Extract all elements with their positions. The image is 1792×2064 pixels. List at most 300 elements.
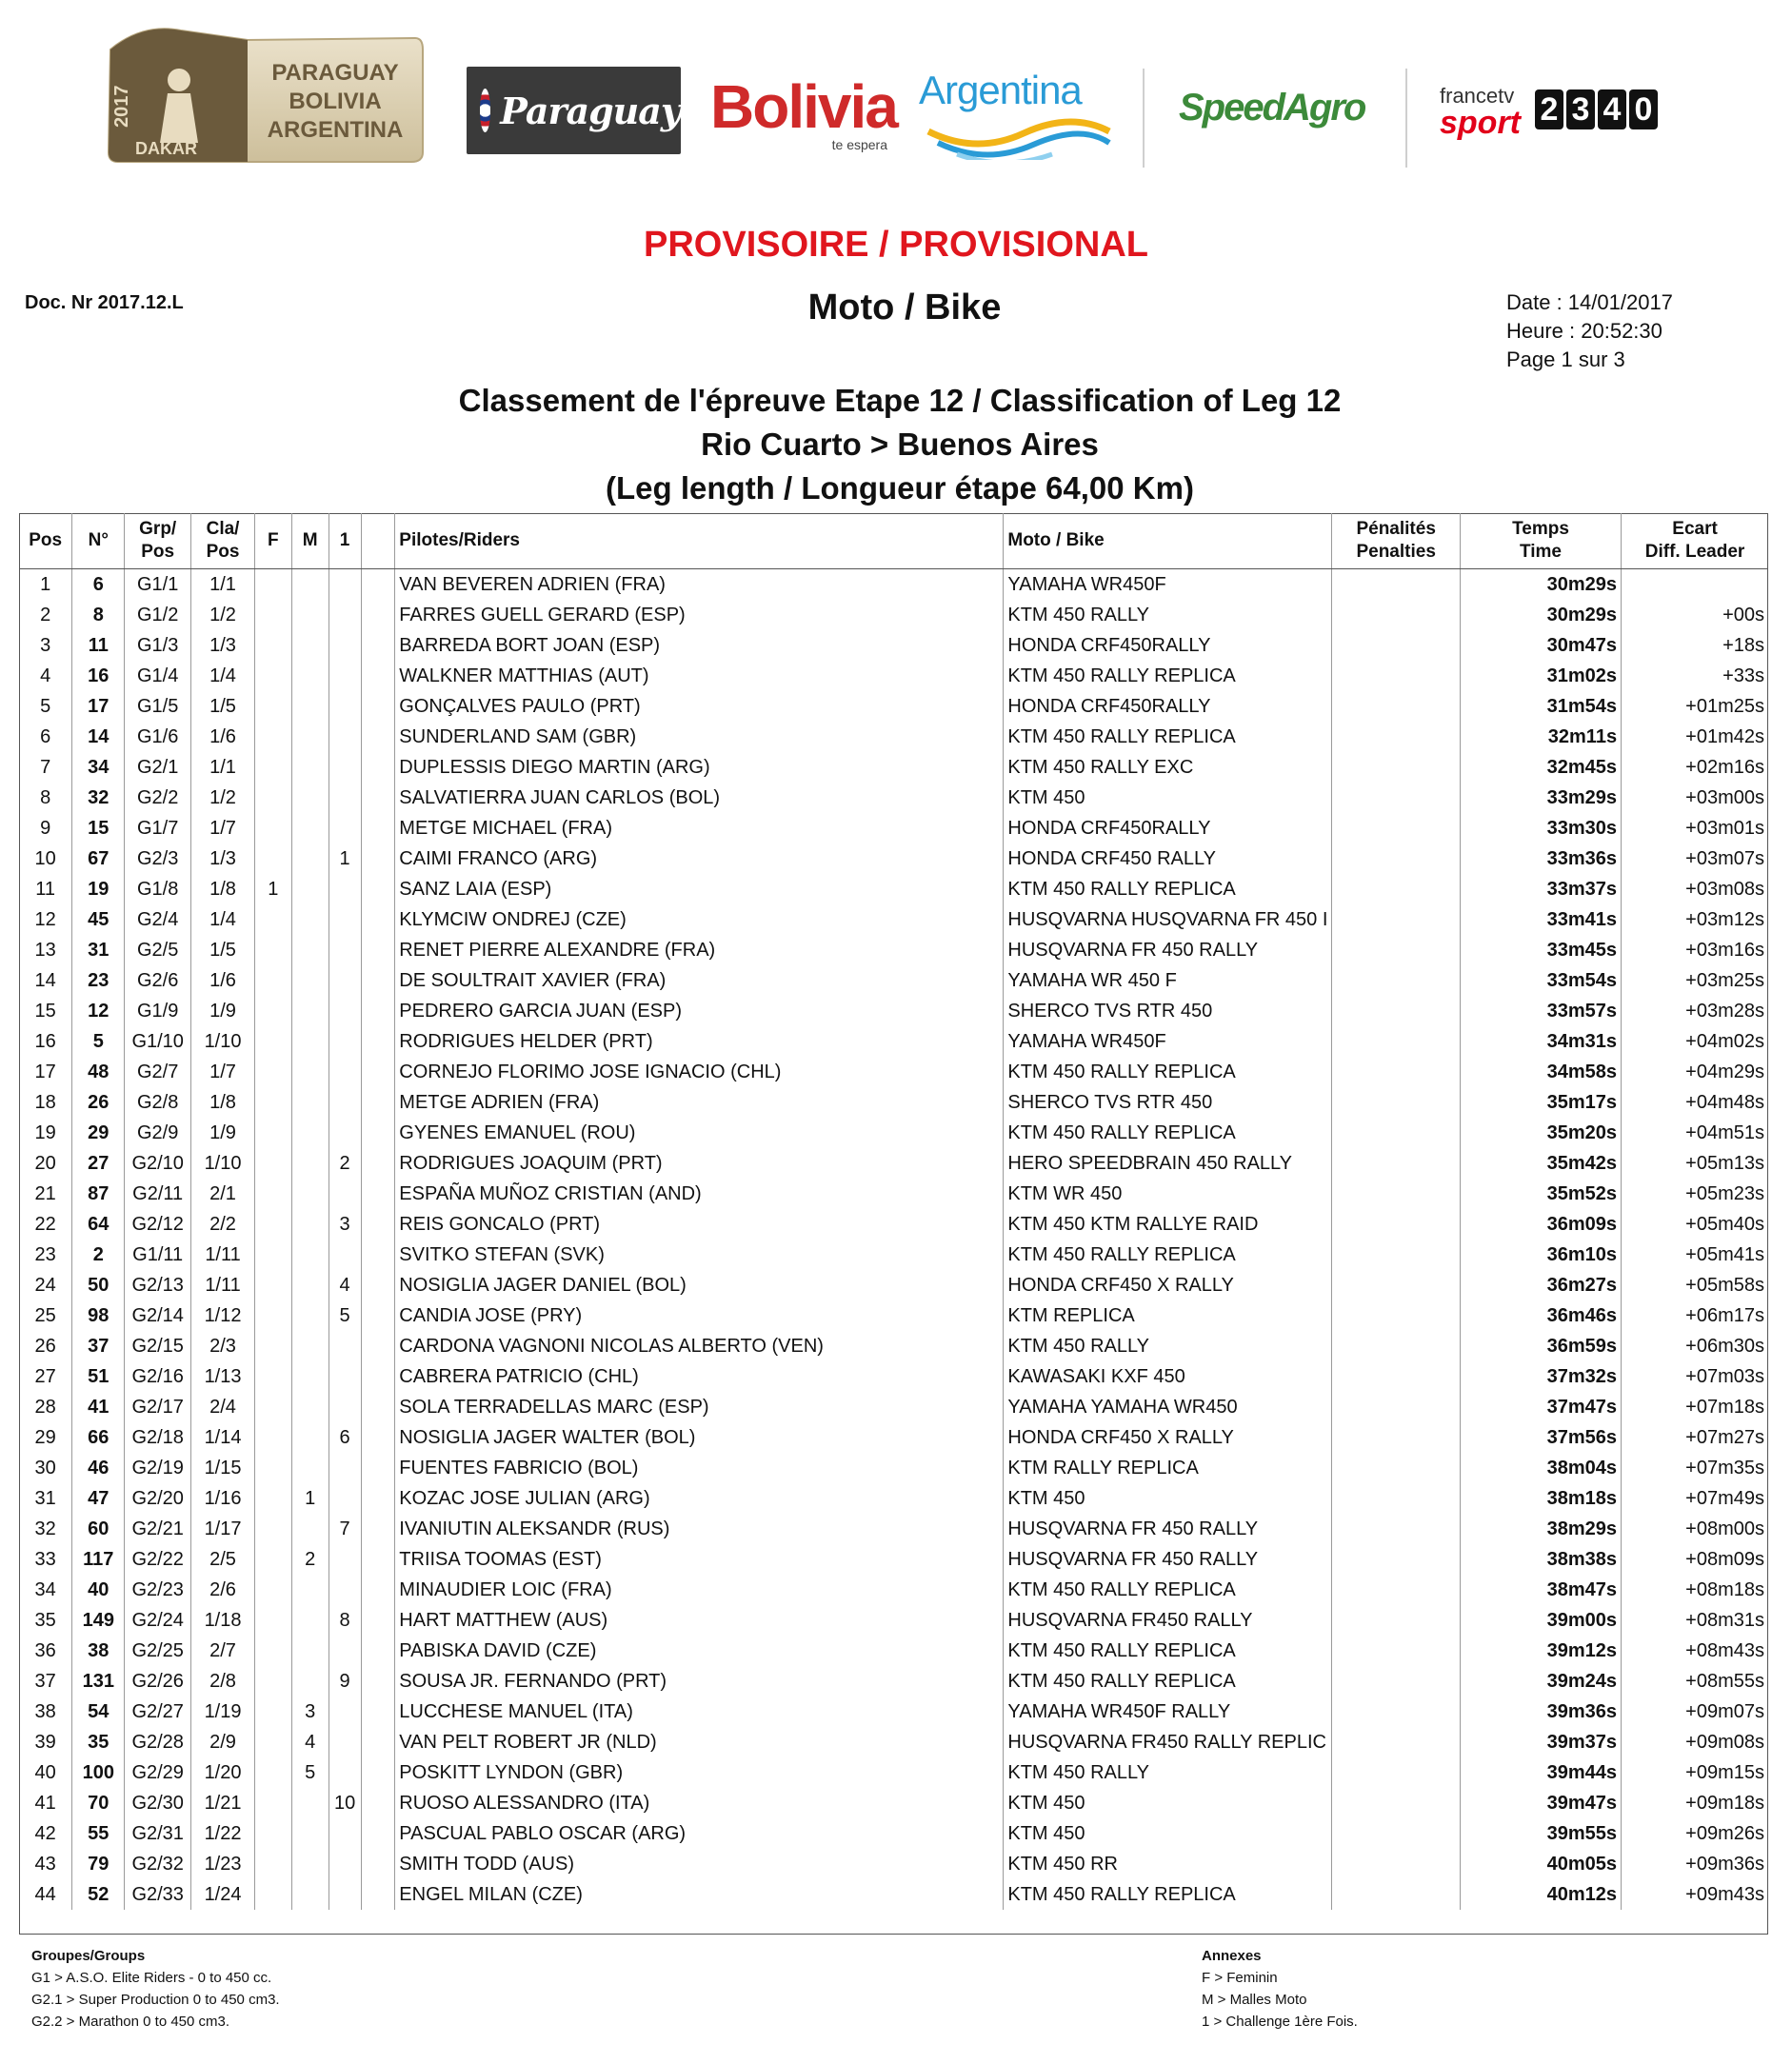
- cell-number: 35: [72, 1727, 125, 1757]
- cell-penalties: [1332, 1575, 1461, 1605]
- cell-penalties: [1332, 1392, 1461, 1422]
- cell-bike: HUSQVARNA HUSQVARNA FR 450 I: [1004, 904, 1332, 935]
- cell-diff-leader: +05m41s: [1622, 1240, 1768, 1270]
- cell-group-pos: G2/28: [125, 1727, 191, 1757]
- cell-number: 45: [72, 904, 125, 935]
- svg-text:2017: 2017: [111, 85, 132, 128]
- cell-number: 19: [72, 874, 125, 904]
- cell-number: 37: [72, 1331, 125, 1361]
- cell-bike: KTM 450 RALLY: [1004, 1331, 1332, 1361]
- cell-bike: YAMAHA WR450F RALLY: [1004, 1697, 1332, 1727]
- cell-first-time: 4: [329, 1270, 361, 1300]
- cell-blank: [361, 935, 395, 965]
- cell-first-time: 8: [329, 1605, 361, 1636]
- cell-first-time: [329, 1727, 361, 1757]
- cell-malles: [291, 1148, 329, 1179]
- cell-rider: HART MATTHEW (AUS): [395, 1605, 1004, 1636]
- svg-text:PARAGUAY: PARAGUAY: [271, 60, 399, 86]
- cell-group-pos: G2/18: [125, 1422, 191, 1453]
- cell-class-pos: 1/16: [191, 1483, 255, 1514]
- cell-penalties: [1332, 1788, 1461, 1818]
- cell-diff-leader: +04m29s: [1622, 1057, 1768, 1087]
- cell-rider: SALVATIERRA JUAN CARLOS (BOL): [395, 783, 1004, 813]
- cell-rider: DUPLESSIS DIEGO MARTIN (ARG): [395, 752, 1004, 783]
- cell-first-time: [329, 1057, 361, 1087]
- cell-pos: 17: [34, 1062, 56, 1082]
- cell-feminin: 1: [254, 874, 291, 904]
- cell-penalties: [1332, 1666, 1461, 1697]
- cell-group-pos: G2/19: [125, 1453, 191, 1483]
- cell-pos: 34: [34, 1579, 56, 1600]
- cell-feminin: [254, 1849, 291, 1879]
- cell-blank: [361, 1757, 395, 1788]
- cell-diff-leader: +02m16s: [1622, 752, 1768, 783]
- cell-first-time: 1: [329, 843, 361, 874]
- table-row: [19, 1849, 1768, 1879]
- cell-feminin: [254, 1392, 291, 1422]
- cell-penalties: [1332, 630, 1461, 661]
- cell-pos: 11: [35, 879, 56, 900]
- cell-class-pos: 1/22: [191, 1818, 255, 1849]
- cell-class-pos: 1/19: [191, 1697, 255, 1727]
- cell-rider: FARRES GUELL GERARD (ESP): [395, 600, 1004, 630]
- cell-bike: KTM 450 RALLY: [1004, 600, 1332, 630]
- cell-class-pos: 2/7: [191, 1636, 255, 1666]
- cell-number: 54: [72, 1697, 125, 1727]
- cell-feminin: [254, 1148, 291, 1179]
- cell-group-pos: G2/3: [125, 843, 191, 874]
- cell-malles: [291, 1879, 329, 1910]
- cell-bike: KTM 450 RALLY REPLICA: [1004, 1575, 1332, 1605]
- cell-feminin: [254, 1727, 291, 1757]
- cell-bike: KTM 450 RALLY REPLICA: [1004, 874, 1332, 904]
- cell-malles: 3: [291, 1697, 329, 1727]
- cell-blank: [361, 661, 395, 691]
- cell-blank: [361, 1361, 395, 1392]
- document-date: Date : 14/01/2017: [1506, 290, 1673, 314]
- cell-group-pos: G2/1: [125, 752, 191, 783]
- cell-class-pos: 1/9: [191, 1118, 255, 1148]
- cell-diff-leader: +07m18s: [1622, 1392, 1768, 1422]
- cell-first-time: [329, 569, 361, 601]
- cell-feminin: [254, 1300, 291, 1331]
- cell-blank: [361, 1240, 395, 1270]
- cell-group-pos: G2/25: [125, 1636, 191, 1666]
- cell-pos: 16: [34, 1031, 56, 1052]
- cell-class-pos: 1/7: [191, 813, 255, 843]
- table-row: [19, 1879, 1768, 1910]
- cell-blank: [361, 752, 395, 783]
- cell-penalties: [1332, 1331, 1461, 1361]
- cell-feminin: [254, 904, 291, 935]
- cell-feminin: [254, 1270, 291, 1300]
- cell-group-pos: G1/3: [125, 630, 191, 661]
- cell-first-time: 9: [329, 1666, 361, 1697]
- cell-class-pos: 1/2: [191, 600, 255, 630]
- cell-rider: RENET PIERRE ALEXANDRE (FRA): [395, 935, 1004, 965]
- table-row: [19, 661, 1768, 691]
- cell-diff-leader: +09m36s: [1622, 1849, 1768, 1879]
- cell-class-pos: 1/14: [191, 1422, 255, 1453]
- cell-group-pos: G2/4: [125, 904, 191, 935]
- cell-rider: PASCUAL PABLO OSCAR (ARG): [395, 1818, 1004, 1849]
- cell-rider: SANZ LAIA (ESP): [395, 874, 1004, 904]
- cell-group-pos: G2/6: [125, 965, 191, 996]
- cell-penalties: [1332, 1727, 1461, 1757]
- cell-class-pos: 1/8: [191, 1087, 255, 1118]
- table-row: [19, 1026, 1768, 1057]
- cell-group-pos: G2/21: [125, 1514, 191, 1544]
- cell-pos: 14: [34, 970, 56, 991]
- table-row: [19, 935, 1768, 965]
- cell-malles: [291, 1209, 329, 1240]
- cell-penalties: [1332, 965, 1461, 996]
- cell-first-time: [329, 600, 361, 630]
- table-row: [19, 1605, 1768, 1636]
- cell-diff-leader: +09m18s: [1622, 1788, 1768, 1818]
- cell-group-pos: G2/12: [125, 1209, 191, 1240]
- cell-number: 41: [72, 1392, 125, 1422]
- cell-first-time: [329, 1544, 361, 1575]
- cell-first-time: [329, 935, 361, 965]
- cell-penalties: [1332, 1636, 1461, 1666]
- cell-rider: KOZAC JOSE JULIAN (ARG): [395, 1483, 1004, 1514]
- cell-pos: 33: [34, 1549, 56, 1570]
- cell-first-time: [329, 1361, 361, 1392]
- cell-group-pos: G2/13: [125, 1270, 191, 1300]
- cell-blank: [361, 1118, 395, 1148]
- table-row: [19, 1453, 1768, 1483]
- cell-bike: KTM 450 RALLY REPLICA: [1004, 1240, 1332, 1270]
- cell-penalties: [1332, 813, 1461, 843]
- cell-rider: RUOSO ALESSANDRO (ITA): [395, 1788, 1004, 1818]
- cell-number: 131: [72, 1666, 125, 1697]
- cell-class-pos: 1/21: [191, 1788, 255, 1818]
- cell-first-time: [329, 1240, 361, 1270]
- cell-malles: [291, 1087, 329, 1118]
- cell-number: 64: [72, 1209, 125, 1240]
- table-row: [19, 1361, 1768, 1392]
- cell-rider: CORNEJO FLORIMO JOSE IGNACIO (CHL): [395, 1057, 1004, 1087]
- cell-group-pos: G2/5: [125, 935, 191, 965]
- cell-feminin: [254, 1818, 291, 1849]
- cell-number: 27: [72, 1148, 125, 1179]
- cell-bike: HONDA CRF450RALLY: [1004, 813, 1332, 843]
- cell-feminin: [254, 600, 291, 630]
- cell-malles: [291, 996, 329, 1026]
- cell-malles: [291, 1270, 329, 1300]
- cell-number: 50: [72, 1270, 125, 1300]
- cell-time: 38m38s: [1460, 1544, 1621, 1575]
- cell-bike: KTM 450: [1004, 783, 1332, 813]
- table-row: [19, 1757, 1768, 1788]
- cell-time: 31m02s: [1460, 661, 1621, 691]
- cell-time: 30m29s: [1460, 569, 1621, 601]
- cell-time: 33m29s: [1460, 783, 1621, 813]
- cell-group-pos: G2/7: [125, 1057, 191, 1087]
- cell-pos: 40: [34, 1762, 56, 1783]
- table-row: [19, 1422, 1768, 1453]
- cell-rider: POSKITT LYNDON (GBR): [395, 1757, 1004, 1788]
- cell-bike: HONDA CRF450 X RALLY: [1004, 1270, 1332, 1300]
- cell-feminin: [254, 783, 291, 813]
- cell-blank: [361, 1788, 395, 1818]
- cell-blank: [361, 1026, 395, 1057]
- cell-penalties: [1332, 1300, 1461, 1331]
- cell-group-pos: G1/4: [125, 661, 191, 691]
- cell-blank: [361, 1148, 395, 1179]
- cell-malles: [291, 1818, 329, 1849]
- cell-class-pos: 2/1: [191, 1179, 255, 1209]
- cell-feminin: [254, 661, 291, 691]
- cell-diff-leader: +03m08s: [1622, 874, 1768, 904]
- cell-malles: [291, 1300, 329, 1331]
- cell-penalties: [1332, 1483, 1461, 1514]
- cell-first-time: [329, 1179, 361, 1209]
- cell-penalties: [1332, 661, 1461, 691]
- cell-malles: [291, 1788, 329, 1818]
- table-row: [19, 1483, 1768, 1514]
- cell-class-pos: 1/6: [191, 965, 255, 996]
- cell-blank: [361, 1422, 395, 1453]
- cell-rider: METGE ADRIEN (FRA): [395, 1087, 1004, 1118]
- cell-pos: 12: [34, 909, 56, 930]
- cell-bike: HUSQVARNA FR 450 RALLY: [1004, 1544, 1332, 1575]
- cell-blank: [361, 996, 395, 1026]
- cell-malles: 1: [291, 1483, 329, 1514]
- cell-blank: [361, 1179, 395, 1209]
- cell-malles: [291, 965, 329, 996]
- cell-rider: RODRIGUES JOAQUIM (PRT): [395, 1148, 1004, 1179]
- cell-time: 40m05s: [1460, 1849, 1621, 1879]
- cell-malles: [291, 1057, 329, 1087]
- cell-penalties: [1332, 996, 1461, 1026]
- cell-first-time: 6: [329, 1422, 361, 1453]
- cell-diff-leader: +04m48s: [1622, 1087, 1768, 1118]
- cell-time: 33m57s: [1460, 996, 1621, 1026]
- cell-feminin: [254, 1209, 291, 1240]
- cell-penalties: [1332, 691, 1461, 722]
- document-number: Doc. Nr 2017.12.L: [25, 292, 184, 313]
- cell-bike: KTM 450 RALLY REPLICA: [1004, 1666, 1332, 1697]
- cell-feminin: [254, 1361, 291, 1392]
- cell-feminin: [254, 1483, 291, 1514]
- cell-first-time: [329, 996, 361, 1026]
- cell-penalties: [1332, 935, 1461, 965]
- cell-time: 33m30s: [1460, 813, 1621, 843]
- cell-time: 36m09s: [1460, 1209, 1621, 1240]
- cell-first-time: 2: [329, 1148, 361, 1179]
- cell-malles: [291, 1331, 329, 1361]
- cell-feminin: [254, 752, 291, 783]
- table-row: [19, 1788, 1768, 1818]
- cell-class-pos: 1/8: [191, 874, 255, 904]
- table-row: [19, 1331, 1768, 1361]
- argentina-wave-icon: [919, 112, 1119, 160]
- cell-pos: 7: [40, 757, 51, 778]
- cell-first-time: [329, 1392, 361, 1422]
- cell-malles: 5: [291, 1757, 329, 1788]
- cell-first-time: [329, 1879, 361, 1910]
- cell-pos: 6: [40, 726, 51, 747]
- cell-class-pos: 1/2: [191, 783, 255, 813]
- cell-feminin: [254, 1575, 291, 1605]
- col-class-pos: Cla/ Pos: [191, 513, 255, 569]
- cell-number: 5: [72, 1026, 125, 1057]
- cell-number: 29: [72, 1118, 125, 1148]
- cell-group-pos: G2/31: [125, 1818, 191, 1849]
- col-feminin: F: [254, 513, 291, 569]
- cell-bike: KTM 450 KTM RALLYE RAID: [1004, 1209, 1332, 1240]
- cell-diff-leader: +03m12s: [1622, 904, 1768, 935]
- cell-bike: HUSQVARNA FR 450 RALLY: [1004, 1514, 1332, 1544]
- cell-diff-leader: +03m16s: [1622, 935, 1768, 965]
- cell-class-pos: 1/9: [191, 996, 255, 1026]
- cell-class-pos: 1/11: [191, 1270, 255, 1300]
- cell-diff-leader: +07m27s: [1622, 1422, 1768, 1453]
- cell-bike: YAMAHA WR450F: [1004, 569, 1332, 601]
- cell-bike: HONDA CRF450RALLY: [1004, 691, 1332, 722]
- cell-class-pos: 1/18: [191, 1605, 255, 1636]
- table-row: [19, 1240, 1768, 1270]
- cell-penalties: [1332, 1514, 1461, 1544]
- table-row: [19, 752, 1768, 783]
- document-time: Heure : 20:52:30: [1506, 319, 1663, 343]
- cell-group-pos: G2/20: [125, 1483, 191, 1514]
- cell-time: 39m47s: [1460, 1788, 1621, 1818]
- cell-number: 38: [72, 1636, 125, 1666]
- cell-number: 47: [72, 1483, 125, 1514]
- classification-title: Classement de l'épreuve Etape 12 / Classification of Leg 12 Rio Cuarto > Buenos Aires (Leg length / Longueur étape 64,00 Km): [458, 383, 1342, 506]
- cell-rider: CABRERA PATRICIO (CHL): [395, 1361, 1004, 1392]
- cell-penalties: [1332, 1605, 1461, 1636]
- cell-malles: [291, 1636, 329, 1666]
- cell-class-pos: 1/7: [191, 1057, 255, 1087]
- cell-feminin: [254, 996, 291, 1026]
- cell-first-time: [329, 1697, 361, 1727]
- svg-text:ARGENTINA: ARGENTINA: [267, 117, 404, 143]
- cell-bike: YAMAHA WR 450 F: [1004, 965, 1332, 996]
- cell-number: 16: [72, 661, 125, 691]
- cell-time: 32m45s: [1460, 752, 1621, 783]
- cell-penalties: [1332, 1148, 1461, 1179]
- cell-class-pos: 1/1: [191, 569, 255, 601]
- cell-time: 35m42s: [1460, 1148, 1621, 1179]
- cell-number: 11: [72, 630, 125, 661]
- cell-pos: 13: [34, 940, 56, 961]
- table-row: [19, 843, 1768, 874]
- cell-number: 87: [72, 1179, 125, 1209]
- cell-rider: REIS GONCALO (PRT): [395, 1209, 1004, 1240]
- cell-penalties: [1332, 1849, 1461, 1879]
- cell-number: 12: [72, 996, 125, 1026]
- cell-class-pos: 1/4: [191, 661, 255, 691]
- cell-pos: 2: [40, 605, 51, 625]
- cell-group-pos: G1/6: [125, 722, 191, 752]
- cell-penalties: [1332, 1087, 1461, 1118]
- table-header-row: [19, 513, 1768, 569]
- cell-rider: ESPAÑA MUÑOZ CRISTIAN (AND): [395, 1179, 1004, 1209]
- cell-feminin: [254, 1544, 291, 1575]
- col-malles: M: [291, 513, 329, 569]
- cell-time: 39m55s: [1460, 1818, 1621, 1849]
- cell-bike: HONDA CRF450 X RALLY: [1004, 1422, 1332, 1453]
- cell-blank: [361, 843, 395, 874]
- table-row: [19, 783, 1768, 813]
- cell-number: 14: [72, 722, 125, 752]
- page-number: Page 1 sur 3: [1506, 347, 1625, 371]
- cell-malles: [291, 1392, 329, 1422]
- cell-malles: [291, 691, 329, 722]
- cell-diff-leader: +07m49s: [1622, 1483, 1768, 1514]
- cell-penalties: [1332, 1118, 1461, 1148]
- table-row: [19, 1148, 1768, 1179]
- cell-number: 117: [72, 1544, 125, 1575]
- cell-first-time: 10: [329, 1788, 361, 1818]
- cell-penalties: [1332, 1818, 1461, 1849]
- cell-pos: 38: [34, 1701, 56, 1722]
- cell-penalties: [1332, 1209, 1461, 1240]
- cell-pos: 44: [34, 1884, 56, 1905]
- cell-penalties: [1332, 1697, 1461, 1727]
- cell-number: 66: [72, 1422, 125, 1453]
- cell-class-pos: 1/15: [191, 1453, 255, 1483]
- cell-time: 39m36s: [1460, 1697, 1621, 1727]
- table-row: [19, 1209, 1768, 1240]
- cell-first-time: [329, 1453, 361, 1483]
- cell-group-pos: G2/26: [125, 1666, 191, 1697]
- cell-rider: NOSIGLIA JAGER DANIEL (BOL): [395, 1270, 1004, 1300]
- table-row: [19, 1697, 1768, 1727]
- cell-blank: [361, 1818, 395, 1849]
- cell-blank: [361, 1849, 395, 1879]
- cell-rider: KLYMCIW ONDREJ (CZE): [395, 904, 1004, 935]
- logo-divider: [1143, 69, 1145, 168]
- cell-rider: DE SOULTRAIT XAVIER (FRA): [395, 965, 1004, 996]
- cell-feminin: [254, 1636, 291, 1666]
- col-number: N°: [72, 513, 125, 569]
- cell-pos: 24: [34, 1275, 56, 1296]
- cell-first-time: 3: [329, 1209, 361, 1240]
- cell-first-time: [329, 783, 361, 813]
- cell-pos: 28: [34, 1397, 56, 1418]
- cell-time: 37m56s: [1460, 1422, 1621, 1453]
- cell-group-pos: G1/11: [125, 1240, 191, 1270]
- cell-blank: [361, 1453, 395, 1483]
- cell-time: 32m11s: [1460, 722, 1621, 752]
- cell-number: 48: [72, 1057, 125, 1087]
- cell-blank: [361, 1483, 395, 1514]
- cell-malles: [291, 1026, 329, 1057]
- cell-pos: 1: [40, 574, 51, 595]
- cell-bike: YAMAHA YAMAHA WR450: [1004, 1392, 1332, 1422]
- cell-feminin: [254, 1666, 291, 1697]
- cell-diff-leader: +05m23s: [1622, 1179, 1768, 1209]
- cell-diff-leader: +04m51s: [1622, 1118, 1768, 1148]
- cell-first-time: [329, 722, 361, 752]
- cell-rider: CARDONA VAGNONI NICOLAS ALBERTO (VEN): [395, 1331, 1004, 1361]
- cell-group-pos: G2/11: [125, 1179, 191, 1209]
- cell-bike: KTM 450: [1004, 1818, 1332, 1849]
- cell-diff-leader: +08m55s: [1622, 1666, 1768, 1697]
- cell-diff-leader: +07m03s: [1622, 1361, 1768, 1392]
- cell-pos: 10: [34, 848, 56, 869]
- col-group-pos: Grp/ Pos: [125, 513, 191, 569]
- cell-first-time: [329, 1575, 361, 1605]
- cell-class-pos: 2/9: [191, 1727, 255, 1757]
- cell-rider: GYENES EMANUEL (ROU): [395, 1118, 1004, 1148]
- cell-pos: 15: [34, 1001, 56, 1022]
